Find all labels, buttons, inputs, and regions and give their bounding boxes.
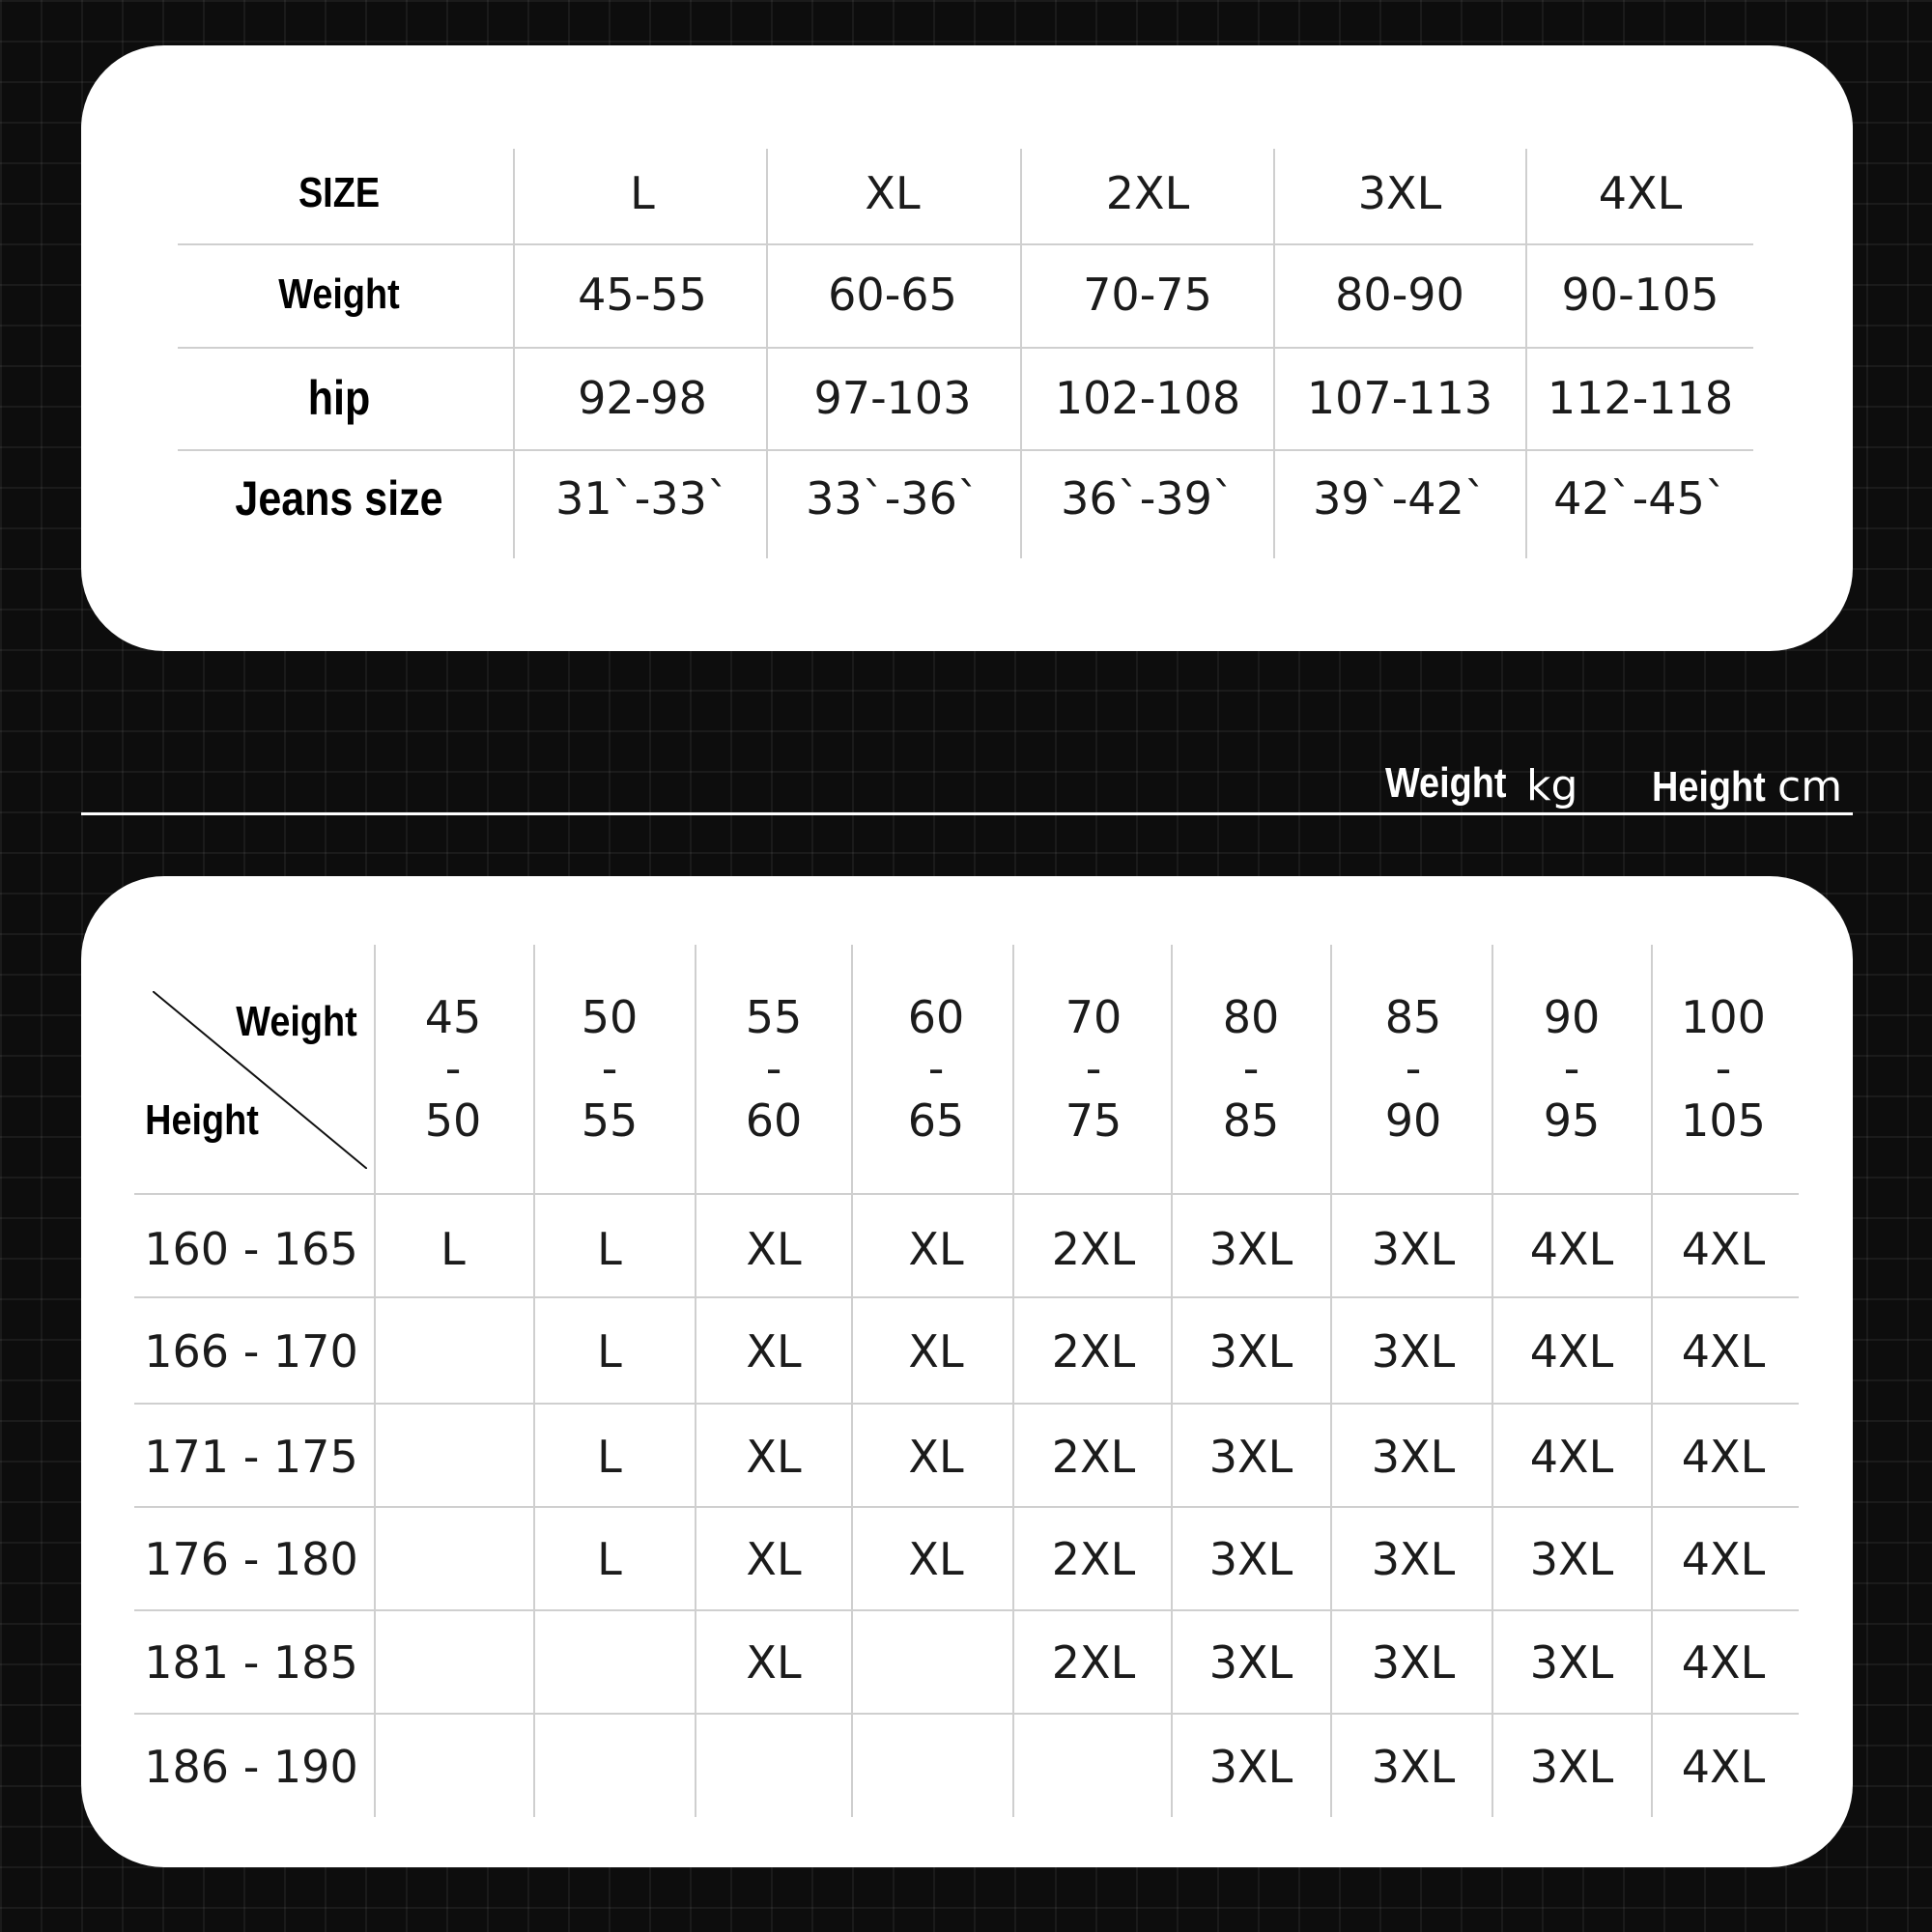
chart-row-divider [134,1609,1799,1611]
chart-column-divider [533,945,535,1817]
recommended-size-cell: 4XL [1529,1223,1614,1275]
weight-range-separator: - [1405,1042,1422,1094]
recommended-size-cell: L [440,1223,466,1275]
size-table-column-divider [513,149,515,558]
recommended-size-cell: 3XL [1208,1636,1293,1689]
recommended-size-cell: XL [908,1325,964,1378]
recommended-size-cell: 2XL [1051,1533,1136,1585]
chart-column-divider [1651,945,1653,1817]
size-table-row-label: SIZE [298,169,381,216]
size-table-cell-hip: 92-98 [578,372,707,424]
weight-range-to: 75 [1065,1094,1122,1147]
weight-range-to: 85 [1222,1094,1280,1147]
size-table-cell-sizes: 2XL [1105,167,1190,219]
weight-range-from: 85 [1384,991,1442,1043]
size-table-row-divider [178,449,1753,451]
size-table-cell-jeans: 42`-45` [1553,472,1727,525]
weight-range-separator: - [765,1042,782,1094]
chart-row-divider [134,1713,1799,1715]
size-table-row-divider [178,347,1753,349]
recommended-size-cell: L [597,1325,622,1378]
weight-range-from: 100 [1681,991,1766,1043]
weight-range-to: 65 [907,1094,965,1147]
recommended-size-cell: 3XL [1371,1741,1456,1793]
size-table-cell-jeans: 33`-36` [806,472,980,525]
legend-weight-label: Weight [1385,759,1507,807]
recommended-size-cell: 3XL [1371,1325,1456,1378]
size-table-column-divider [1525,149,1527,558]
recommended-size-cell: L [597,1533,622,1585]
chart-row-divider [134,1296,1799,1298]
size-table-cell-hip: 112-118 [1547,372,1734,424]
recommended-size-cell: L [597,1431,622,1483]
size-table-column-divider [766,149,768,558]
recommended-size-cell: 3XL [1529,1533,1614,1585]
size-table-cell-hip: 102-108 [1054,372,1241,424]
recommended-size-cell: 3XL [1371,1223,1456,1275]
recommended-size-cell: 3XL [1529,1636,1614,1689]
recommended-size-cell: 4XL [1681,1533,1766,1585]
recommended-size-cell: 4XL [1681,1223,1766,1275]
height-range-label: 176 - 180 [144,1533,358,1585]
recommended-size-cell: 4XL [1681,1325,1766,1378]
recommended-size-cell: 4XL [1681,1636,1766,1689]
size-table-row-label: hip [307,371,371,425]
recommended-size-cell: 3XL [1208,1325,1293,1378]
recommended-size-cell: 3XL [1208,1223,1293,1275]
weight-range-to: 95 [1543,1094,1601,1147]
chart-column-divider [374,945,376,1817]
chart-column-divider [1330,945,1332,1817]
size-table-column-divider [1273,149,1275,558]
size-table-cell-hip: 97-103 [813,372,972,424]
size-table-cell-jeans: 31`-33` [555,472,729,525]
size-table-cell-sizes: XL [865,167,921,219]
recommended-size-cell: 2XL [1051,1325,1136,1378]
weight-range-from: 50 [581,991,639,1043]
weight-range-to: 50 [424,1094,482,1147]
weight-range-separator: - [1563,1042,1580,1094]
chart-row-divider [134,1403,1799,1405]
size-table-cell-weight: 45-55 [578,269,707,321]
height-range-label: 166 - 170 [144,1325,358,1378]
unit-legend [0,753,1932,821]
chart-column-divider [851,945,853,1817]
recommended-size-cell: 3XL [1371,1636,1456,1689]
size-table-cell-weight: 90-105 [1561,269,1719,321]
weight-range-from: 70 [1065,991,1122,1043]
recommended-size-cell: L [597,1223,622,1275]
recommended-size-cell: 3XL [1208,1431,1293,1483]
chart-column-divider [1171,945,1173,1817]
weight-range-to: 60 [745,1094,803,1147]
recommended-size-cell: XL [746,1431,802,1483]
height-range-label: 160 - 165 [144,1223,358,1275]
size-table-row-label: Weight [278,270,400,318]
legend-divider [81,812,1853,815]
weight-range-to: 90 [1384,1094,1442,1147]
recommended-size-cell: 2XL [1051,1431,1136,1483]
recommended-size-cell: XL [746,1223,802,1275]
size-table-cell-jeans: 39`-42` [1313,472,1487,525]
height-range-label: 171 - 175 [144,1431,358,1483]
recommended-size-cell: 3XL [1371,1431,1456,1483]
weight-range-to: 55 [581,1094,639,1147]
weight-range-from: 60 [907,991,965,1043]
size-table-cell-jeans: 36`-39` [1061,472,1235,525]
corner-weight-label: Weight [236,998,357,1045]
size-table-cell-weight: 70-75 [1083,269,1212,321]
weight-range-to: 105 [1681,1094,1766,1147]
recommended-size-cell: XL [746,1636,802,1689]
weight-range-separator: - [1242,1042,1260,1094]
size-table-cell-weight: 60-65 [828,269,957,321]
weight-range-from: 45 [424,991,482,1043]
weight-range-separator: - [444,1042,462,1094]
recommended-size-cell: 2XL [1051,1636,1136,1689]
recommended-size-cell: XL [908,1223,964,1275]
chart-row-divider [134,1193,1799,1195]
recommended-size-cell: 4XL [1529,1431,1614,1483]
recommended-size-cell: 3XL [1529,1741,1614,1793]
recommended-size-cell: 4XL [1681,1741,1766,1793]
weight-range-separator: - [927,1042,945,1094]
legend-height-unit: cm [1777,762,1843,811]
recommended-size-cell: XL [908,1533,964,1585]
chart-column-divider [1012,945,1014,1817]
recommended-size-cell: 4XL [1681,1431,1766,1483]
size-table-cell-hip: 107-113 [1306,372,1493,424]
size-table-cell-sizes: 4XL [1598,167,1683,219]
recommended-size-cell: 4XL [1529,1325,1614,1378]
size-table-cell-sizes: L [630,167,655,219]
size-table-row-divider [178,243,1753,245]
legend-weight-unit: kg [1526,761,1578,810]
chart-column-divider [1492,945,1493,1817]
height-range-label: 181 - 185 [144,1636,358,1689]
legend-height-label: Height [1652,763,1766,810]
weight-range-from: 90 [1543,991,1601,1043]
recommended-size-cell: 3XL [1371,1533,1456,1585]
weight-range-separator: - [1085,1042,1102,1094]
size-table-column-divider [1020,149,1022,558]
corner-height-label: Height [145,1096,259,1144]
chart-column-divider [695,945,696,1817]
recommended-size-cell: 3XL [1208,1533,1293,1585]
weight-range-separator: - [1715,1042,1732,1094]
recommended-size-cell: XL [908,1431,964,1483]
recommended-size-cell: 2XL [1051,1223,1136,1275]
recommended-size-cell: XL [746,1325,802,1378]
size-table-cell-sizes: 3XL [1357,167,1442,219]
size-table-row-label: Jeans size [235,471,443,526]
chart-row-divider [134,1506,1799,1508]
size-table-cell-weight: 80-90 [1335,269,1464,321]
recommended-size-cell: 3XL [1208,1741,1293,1793]
weight-range-from: 55 [745,991,803,1043]
recommended-size-cell: XL [746,1533,802,1585]
weight-range-from: 80 [1222,991,1280,1043]
weight-range-separator: - [601,1042,618,1094]
height-range-label: 186 - 190 [144,1741,358,1793]
